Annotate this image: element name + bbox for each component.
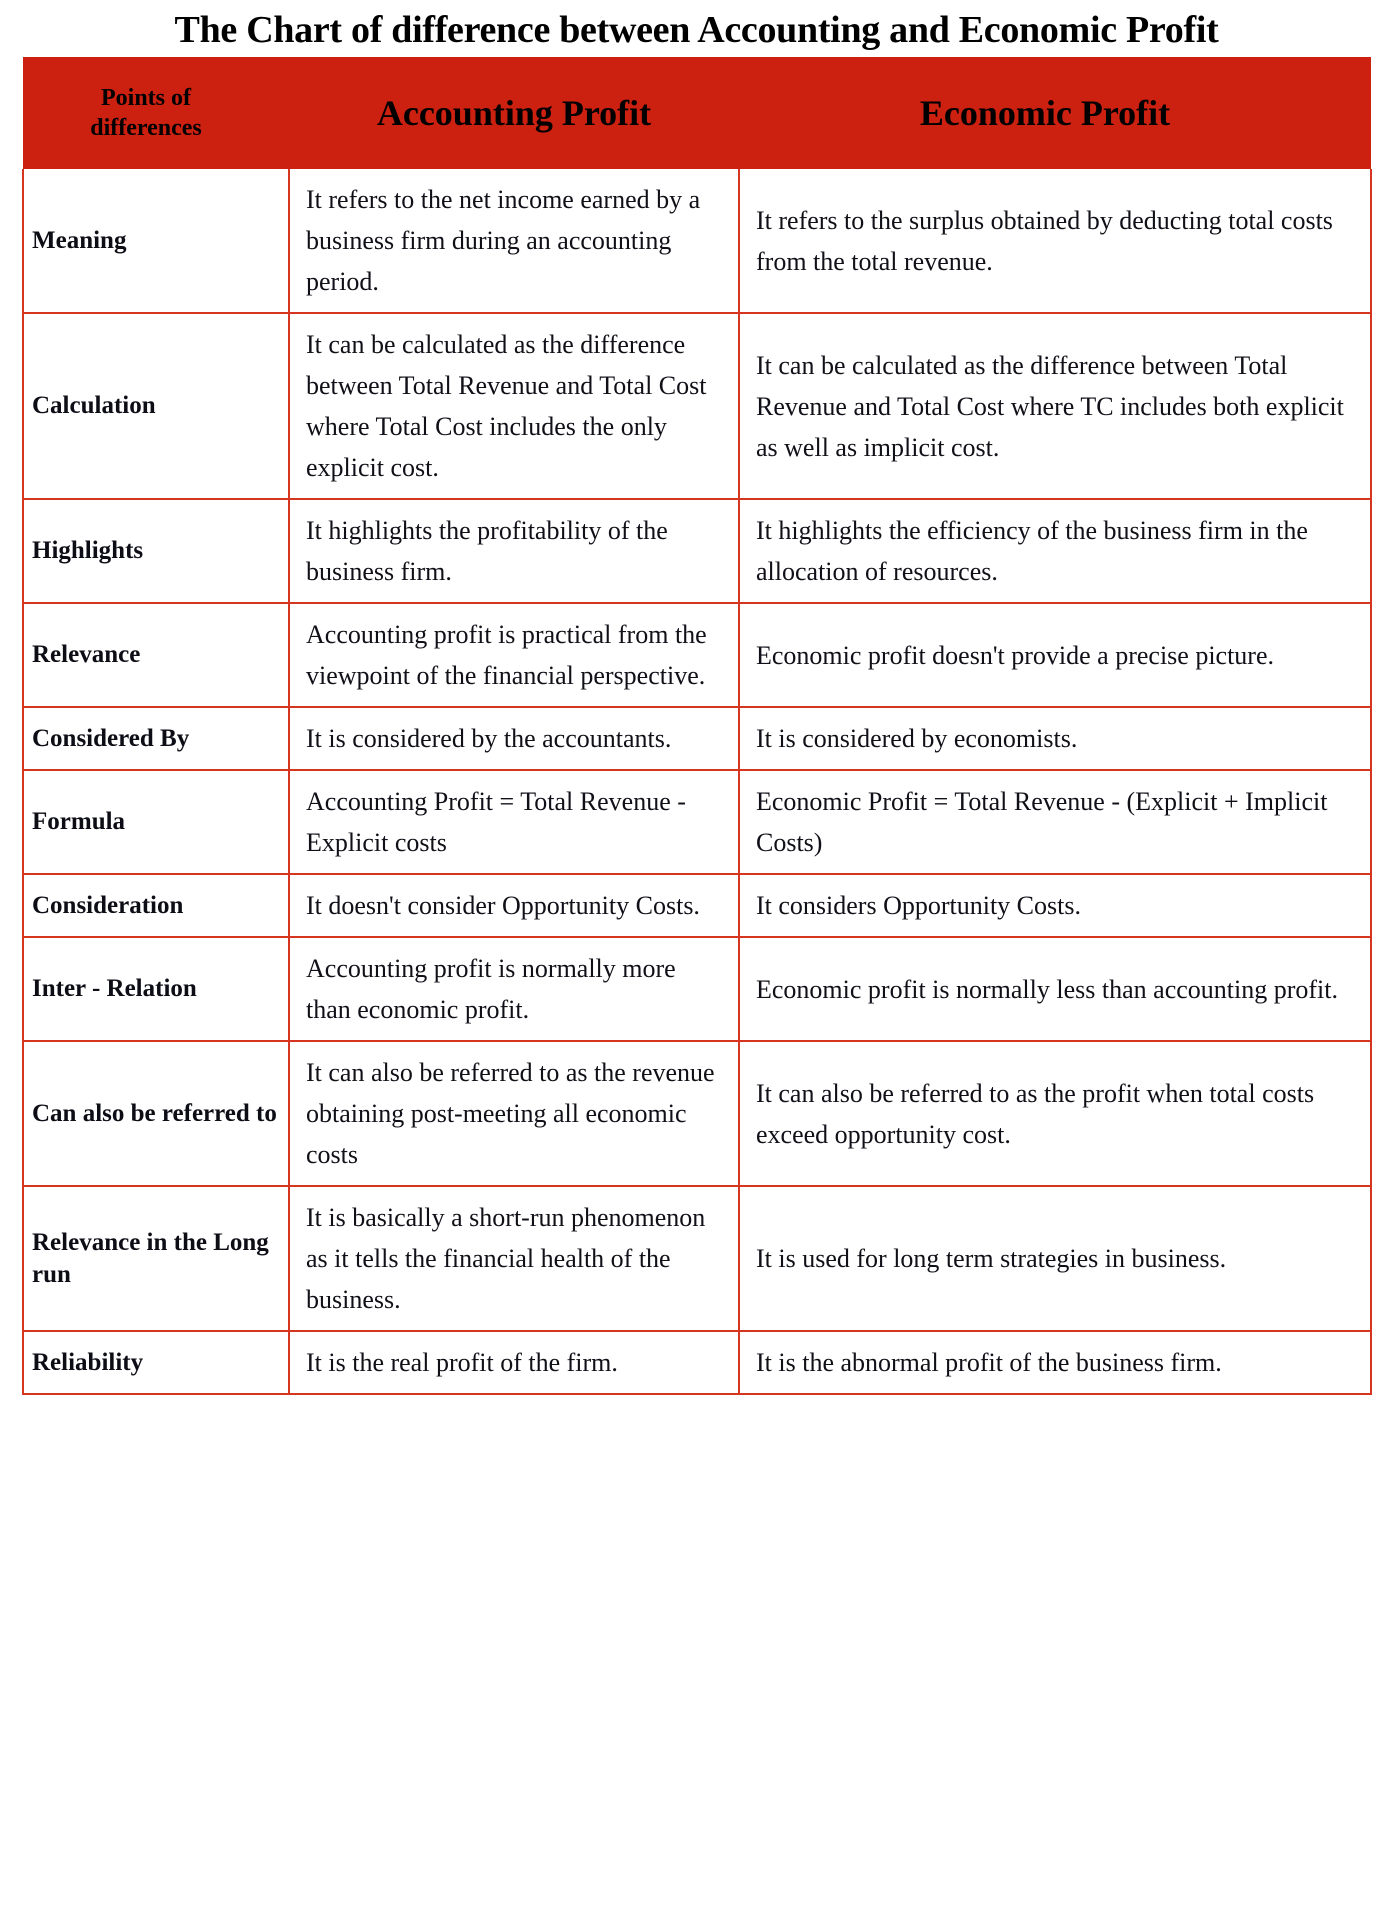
table-header [23, 57, 1371, 169]
row-label-cell: Highlights [23, 499, 289, 603]
table-row [23, 1186, 1371, 1331]
accounting-profit-cell: Accounting profit is practical from the viewpoint of the financial perspective. [289, 603, 739, 707]
page-title: The Chart of difference between Accounting and Economic Profit [174, 9, 1219, 51]
economic-profit-cell: It refers to the surplus obtained by deducting total costs from the total revenue. [739, 169, 1371, 313]
economic-profit-cell: Economic profit is normally less than accounting profit. [739, 937, 1371, 1041]
accounting-profit-cell: It refers to the net income earned by a business firm during an accounting period. [289, 169, 739, 313]
column-header-line-2: differences [90, 115, 202, 141]
table-row [23, 603, 1371, 707]
economic-profit-cell: Economic Profit = Total Revenue - (Explicit + Implicit Costs) [739, 770, 1371, 874]
table-row [23, 313, 1371, 499]
table-row [23, 937, 1371, 1041]
row-label-cell: Relevance [23, 603, 289, 707]
economic-profit-cell: It can be calculated as the difference between Total Revenue and Total Cost where TC includes both explicit as well as implicit cost. [739, 313, 1371, 499]
header-row [23, 57, 1371, 169]
economic-profit-cell: It is considered by economists. [739, 707, 1371, 770]
accounting-profit-cell: It doesn't consider Opportunity Costs. [289, 874, 739, 937]
accounting-profit-cell: It can also be referred to as the revenue obtaining post-meeting all economic costs [289, 1041, 739, 1186]
table-body [23, 169, 1371, 1394]
column-header-points-of-differences [23, 57, 289, 169]
table-row [23, 499, 1371, 603]
row-label-cell: Relevance in the Long run [23, 1186, 289, 1331]
economic-profit-cell: It is the abnormal profit of the business firm. [739, 1331, 1371, 1394]
economic-profit-cell: It considers Opportunity Costs. [739, 874, 1371, 937]
economic-profit-cell: It is used for long term strategies in business. [739, 1186, 1371, 1331]
accounting-profit-cell: Accounting Profit = Total Revenue - Explicit costs [289, 770, 739, 874]
row-label-cell: Can also be referred to [23, 1041, 289, 1186]
economic-profit-cell: It highlights the efficiency of the business firm in the allocation of resources. [739, 499, 1371, 603]
column-header-accounting-profit: Accounting Profit [289, 57, 739, 169]
table-row [23, 1041, 1371, 1186]
column-header-line-1: Points of [101, 85, 191, 111]
row-label-cell: Calculation [23, 313, 289, 499]
row-label-cell: Formula [23, 770, 289, 874]
accounting-profit-cell: It can be calculated as the difference between Total Revenue and Total Cost where Total Cost includes the only explicit cost. [289, 313, 739, 499]
table-row [23, 770, 1371, 874]
accounting-profit-cell: It is considered by the accountants. [289, 707, 739, 770]
accounting-profit-cell: It is the real profit of the firm. [289, 1331, 739, 1394]
table-row [23, 169, 1371, 313]
accounting-profit-cell: Accounting profit is normally more than economic profit. [289, 937, 739, 1041]
economic-profit-cell: It can also be referred to as the profit when total costs exceed opportunity cost. [739, 1041, 1371, 1186]
row-label-cell: Reliability [23, 1331, 289, 1394]
row-label-cell: Meaning [23, 169, 289, 313]
comparison-table-container [22, 57, 1370, 1395]
table-row [23, 1331, 1371, 1394]
row-label-cell: Inter - Relation [23, 937, 289, 1041]
table-row [23, 874, 1371, 937]
comparison-table [22, 57, 1372, 1395]
accounting-profit-cell: It is basically a short-run phenomenon as it tells the financial health of the business. [289, 1186, 739, 1331]
table-row [23, 707, 1371, 770]
row-label-cell: Considered By [23, 707, 289, 770]
accounting-profit-cell: It highlights the profitability of the business firm. [289, 499, 739, 603]
economic-profit-cell: Economic profit doesn't provide a precise picture. [739, 603, 1371, 707]
column-header-economic-profit: Economic Profit [739, 57, 1371, 169]
row-label-cell: Consideration [23, 874, 289, 937]
